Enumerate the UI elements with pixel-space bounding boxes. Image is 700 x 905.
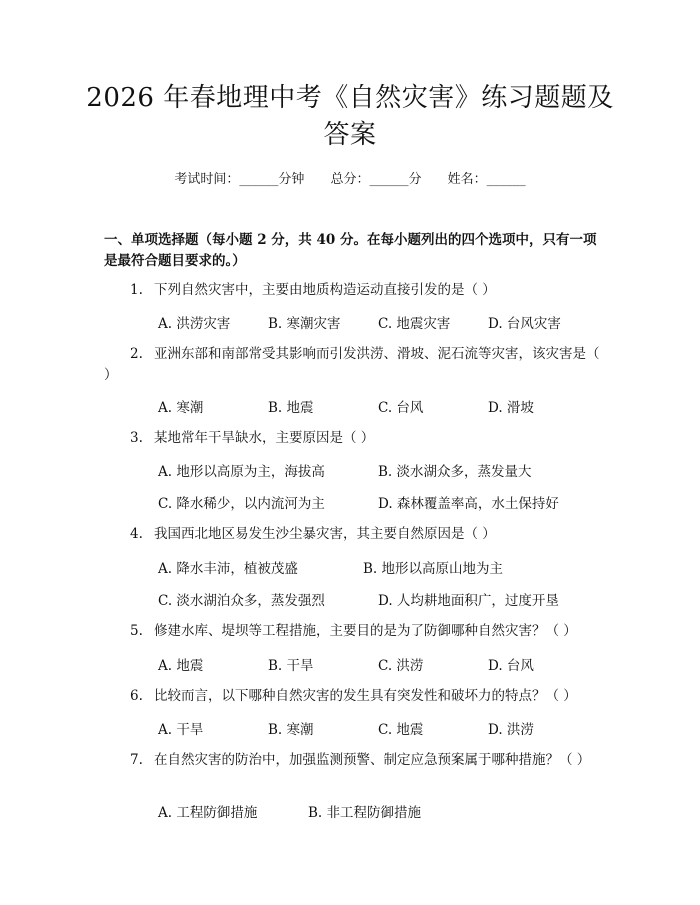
option-b: B. 寒潮灾害 <box>268 316 341 332</box>
question <box>104 750 600 771</box>
option-a: A. 洪涝灾害 <box>158 316 231 332</box>
exam-meta <box>0 168 700 187</box>
question <box>104 686 600 707</box>
student-name: 姓名：______ <box>447 172 526 187</box>
question <box>104 428 600 449</box>
option-a: A. 干旱 <box>158 722 204 738</box>
option-a: A. 地震 <box>158 658 204 674</box>
option-b: B. 干旱 <box>268 658 314 674</box>
question <box>104 344 600 386</box>
page-title: 2026 年春地理中考《自然灾害》练习题题及答案 <box>86 83 614 150</box>
question <box>104 621 600 642</box>
option-b: B. 地震 <box>268 400 314 416</box>
option-d: D. 人均耕地面积广，过度开垦 <box>378 593 559 609</box>
option-b: B. 非工程防御措施 <box>308 805 422 821</box>
question-text: 修建水库、堤坝等工程措施，主要目的是为了防御哪种自然灾害？（ ） <box>154 623 577 639</box>
question-number: 5. <box>130 623 143 639</box>
option-c: C. 洪涝 <box>378 658 424 674</box>
question <box>104 280 600 301</box>
option-d: D. 森林覆盖率高，水土保持好 <box>378 496 559 512</box>
question-text: 亚洲东部和南部常受其影响而引发洪涝、滑坡、泥石流等灾害，该灾害是（ ） <box>104 346 600 383</box>
question-number: 7. <box>130 752 143 768</box>
option-d: D. 滑坡 <box>488 400 534 416</box>
question-text: 下列自然灾害中，主要由地质构造运动直接引发的是（ ） <box>154 282 496 298</box>
question-text: 比较而言，以下哪种自然灾害的发生具有突发性和破坏力的特点？（ ） <box>154 688 577 704</box>
question-number: 2. <box>130 346 143 362</box>
option-a: A. 寒潮 <box>158 400 204 416</box>
option-a: A. 降水丰沛，植被茂盛 <box>158 561 298 577</box>
option-d: D. 台风灾害 <box>488 316 561 332</box>
question-number: 4. <box>130 526 143 542</box>
option-d: D. 台风 <box>488 658 534 674</box>
question-number: 6. <box>130 688 143 704</box>
question-text: 某地常年干旱缺水，主要原因是（ ） <box>154 430 375 446</box>
option-c: C. 地震灾害 <box>378 316 451 332</box>
question-number: 3. <box>130 430 143 446</box>
exam-time: 考试时间：______分钟 <box>174 172 305 187</box>
option-d: D. 洪涝 <box>488 722 534 738</box>
option-b: B. 地形以高原山地为主 <box>363 561 504 577</box>
question-text: 我国西北地区易发生沙尘暴灾害，其主要自然原因是（ ） <box>154 526 496 542</box>
question-text: 在自然灾害的防治中，加强监测预警、制定应急预案属于哪种措施？（ ） <box>154 752 591 768</box>
option-b: B. 淡水湖众多，蒸发量大 <box>378 464 532 480</box>
option-c: C. 淡水湖泊众多，蒸发强烈 <box>158 593 325 609</box>
option-b: B. 寒潮 <box>268 722 314 738</box>
option-a: A. 地形以高原为主，海拔高 <box>158 464 325 480</box>
option-c: C. 台风 <box>378 400 424 416</box>
option-c: C. 降水稀少，以内流河为主 <box>158 496 325 512</box>
option-c: C. 地震 <box>378 722 424 738</box>
section-heading: 一、单项选择题（每小题 2 分，共 40 分。在每小题列出的四个选项中，只有一项是最符合题目要求的。） <box>104 232 597 269</box>
exam-total-score: 总分：______分 <box>330 172 422 187</box>
question <box>104 524 600 545</box>
question-number: 1. <box>130 282 143 298</box>
option-a: A. 工程防御措施 <box>158 805 258 821</box>
